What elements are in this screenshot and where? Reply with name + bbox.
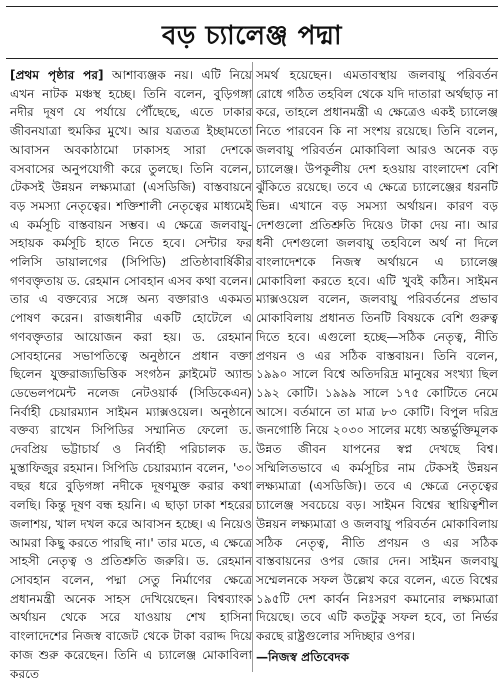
top-rule: [6, 6, 498, 7]
article-column-left: [10, 66, 252, 683]
headline: বড় চ্যালেঞ্জ পদ্মা: [161, 21, 343, 51]
right-column-text: সমর্থ হয়েছেন। এমতাবস্থায় জলবায়ু পরিবর্তন রোধে গঠিত তহবিল থেকে যদি দাতারা অর্থছাড় না করে, তাহলে প্রধানমন্ত্রী এ ক্ষেত্রেও একই চ্যালেঞ্জ নিতে পারবেন কি না সংশয় রয়েছে। তিনি বলেন, জলবায়ু পরিবর্তন মোকাবিলা আরও অনেক বড় চ্যালেঞ্জ। উপকূলীয় দেশ হওয়ায় বাংলাদেশ বেশি ঝুঁকিতে রয়েছে। তবে এ ক্ষেত্রে চ্যালেঞ্জের ধরনটি ভিন্ন। এখানে বড় সমস্যা অর্থায়ন। কারণ বড় দেশগুলো প্রতিশ্রুতি দিয়েও টাকা দেয় না। আর ধনী দেশগুলো জলবায়ু তহবিলে অর্থ না দিলে বাংলাদেশকে নিজস্ব অর্থায়নে এ চ্যালেঞ্জ মোকাবিলা করতে হবে। এটি খুবই কঠিন। সাইমন ম্যাক্সওয়েল বলেন, জলবায়ু পরিবর্তনের প্রভাব মোকাবিলায় প্রধানত তিনটি বিষয়কে বেশি গুরুত্ব দিতে হবে। এগুলো হচ্ছে—সঠিক নেতৃত্ব, নীতি প্রণয়ন ও এর সঠিক বাস্তবায়ন। তিনি বলেন, ১৯৯০ সালে বিশ্বে অতিদরিদ্র মানুষের সংখ্যা ছিল ১৯২ কোটি। ১৯৯৯ সালে ১৭৫ কোটিতে নেমে আসে। বর্তমানে তা মাত্র ৮৩ কোটি। বিপুল দরিদ্র জনগোষ্ঠি নিয়ে ২০৩০ সালের মধ্যে অন্তর্ভুক্তিমূলক উন্নত জীবন যাপনের স্বপ্ন দেখছে বিশ্ব। সম্মিলিতভাবে এ কর্মসূচির নাম টেকসই উন্নয়ন লক্ষ্যমাত্রা (এসডিজি)। তবে এ ক্ষেত্রে নেতৃত্বের চ্যালেঞ্জ সবচেয়ে বড়। সাইমন বিশ্বের স্থায়িত্বশীল উন্নয়ন লক্ষ্যমাত্রা ও জলবায়ু পরিবর্তন মোকাবিলায় সঠিক নেতৃত্ব, নীতি প্রণয়ন ও এর সঠিক বাস্তবায়নের ওপর জোর দেন। সাইমন জলবায়ু সম্মেলনকে সফল উল্লেখ করে বলেন, এতে বিশ্বের ১৯৫টি দেশ কার্বন নিঃসরণ কমানোর লক্ষ্যমাত্রা দিয়েছে। তবে এটি কতটুকু সফল হবে, তা নির্ভর করছে রাষ্ট্রগুলোর সদিচ্ছার ওপর।: [256, 68, 498, 644]
continued-from-label: [প্রথম পৃষ্ঠার পর]: [10, 68, 104, 82]
article-column-right: [256, 66, 498, 667]
headline-rule: [6, 58, 498, 59]
left-column-text: আশাব্যঞ্জক নয়। এটি নিয়ে এখন নাটক মঞ্চস্থ হচ্ছে। তিনি বলেন, বুড়িগঙ্গা নদীর দূষণ যে পর্যায়ে পৌঁছেছে, এতে ঢাকার জীবনযাত্রা হুমকির মুখে। আর যত্রতত্র ইচ্ছামতো আবাসন অবকাঠামো ঢাকাসহ সারা দেশকে বসবাসের অনুপযোগী করে তুলছে। তিনি বলেন, টেকসই উন্নয়ন লক্ষ্যমাত্রা (এসডিজি) বাস্তবায়নে বড় সমস্যা নেতৃত্বের। শক্তিশালী নেতৃত্বের মাধ্যমেই এ কর্মসূচি বাস্তবায়ন সম্ভব। এ ক্ষেত্রে জলবায়ু-সহায়ক কর্মসূচি হাতে নিতে হবে। সেন্টার ফর পলিসি ডায়ালগের (সিপিডি) প্রতিষ্ঠাবার্ষিকীর গণবক্তৃতায় ড. রেহমান সোবহান এসব কথা বলেন। তার এ বক্তব্যের সঙ্গে অন্য বক্তারাও একমত পোষণ করেন। রাজধানীর একটি হোটেলে এ গণবক্তৃতার আয়োজন করা হয়। ড. রেহমান সোবহানের সভাপতিত্বে অনুষ্ঠানে প্রধান বক্তা ছিলেন যুক্তরাজ্যভিত্তিক সংগঠন ক্লাইমেট অ্যান্ড ডেভেলপমেন্ট নলেজ নেটওয়ার্ক (সিডিকেএন) নির্বাহী চেয়ারম্যান সাইমন ম্যাক্সওয়েল। অনুষ্ঠানে বক্তব্য রাখেন সিপিডির সম্মানিত ফেলো ড. দেবপ্রিয় ভট্টাচার্য ও নির্বাহী পরিচালক ড. মুস্তাফিজুর রহমান। সিপিডি চেয়ারম্যান বলেন, '৩০ বছর ধরে বুড়িগঙ্গা নদীকে দূষণমুক্ত করার কথা বলছি। কিন্তু দূষণ বন্ধ হয়নি। এ ছাড়া ঢাকা শহরের জলাশয়, খাল দখল করে আবাসন হচ্ছে। এ নিয়েও আমরা কিছু করতে পারছি না।' তার মতে, এ ক্ষেত্রে সাহসী নেতৃত্ব ও প্রতিশ্রুতি জরুরি। ড. রেহমান সোবহান বলেন, পদ্মা সেতু নির্মাণের ক্ষেত্রে প্রধানমন্ত্রী অনেক সাহস দেখিয়েছেন। বিশ্বব্যাংক অর্থায়ন থেকে সরে যাওয়ায় শেখ হাসিনা বাংলাদেশের নিজস্ব বাজেট থেকে টাকা বরাদ্দ দিয়ে কাজ শুরু করেছেন। তিনি এ চ্যালেঞ্জ মোকাবিলা করতে: [10, 68, 252, 681]
right-paragraph: [256, 66, 498, 646]
column-divider: [252, 62, 253, 672]
byline: —নিজস্ব প্রতিবেদক: [256, 649, 350, 664]
left-paragraph: [10, 66, 252, 683]
